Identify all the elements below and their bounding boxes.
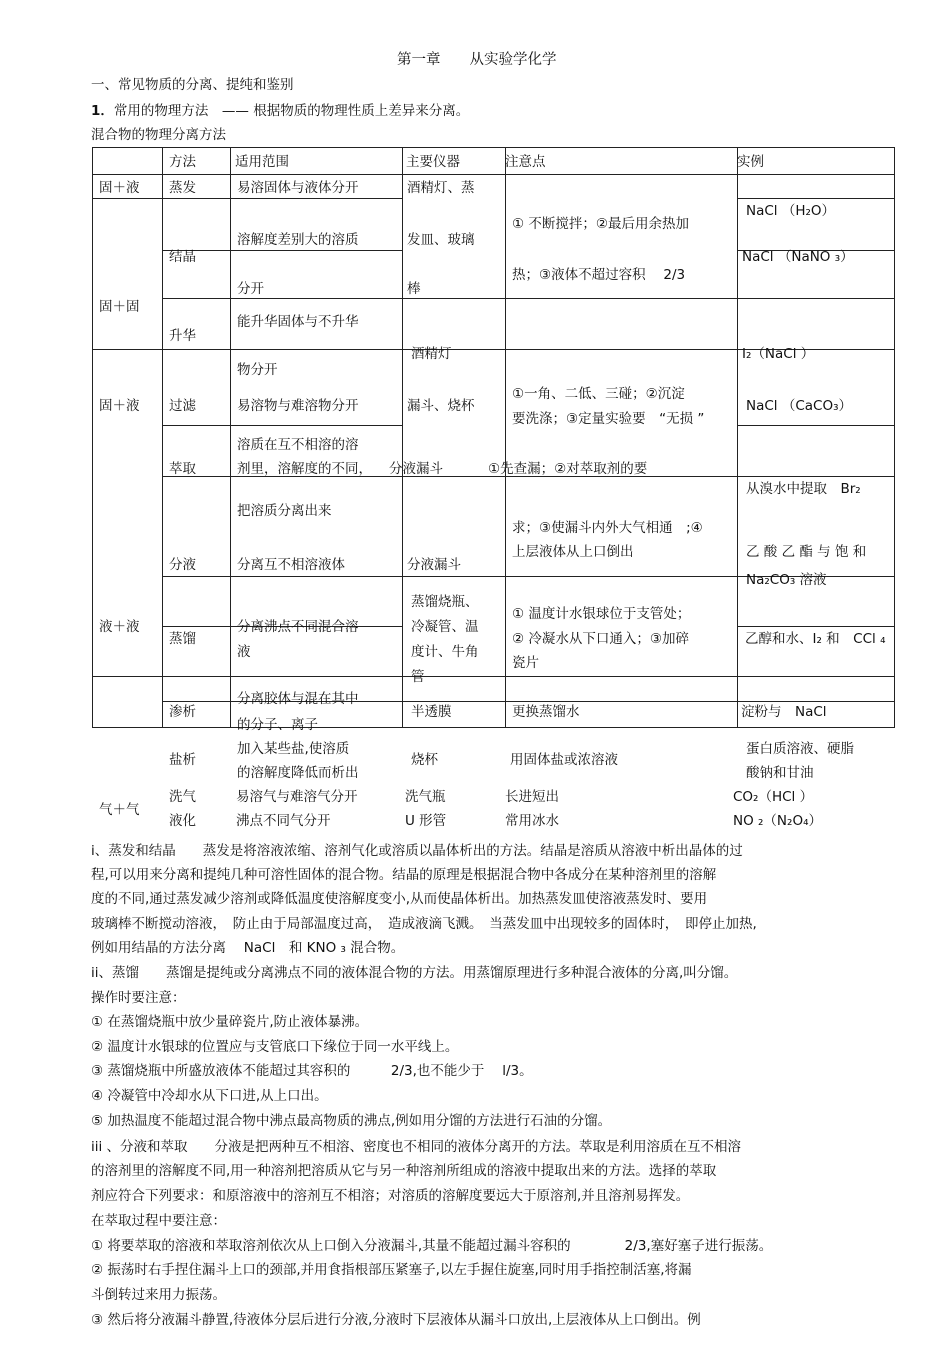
note-salting-out: 用固体盐或浓溶液 bbox=[510, 752, 618, 768]
instrument-extraction: 分液漏斗 bbox=[389, 461, 443, 477]
instrument-salting-out: 烧杯 bbox=[411, 752, 438, 768]
example-salting-out: 酸钠和甘油 bbox=[746, 765, 814, 781]
range-liquefaction: 沸点不同气分开 bbox=[236, 813, 331, 829]
range-dialysis: 分离胶体与混在其中 bbox=[237, 691, 359, 707]
example-extraction: 从溴水中提取 Br₂ bbox=[746, 481, 861, 497]
item-heading bbox=[91, 103, 469, 119]
instrument-dialysis: 半透膜 bbox=[411, 704, 452, 720]
method-salting-out: 盐析 bbox=[169, 752, 196, 768]
group-solid-solid: 固＋固 bbox=[99, 299, 140, 315]
note-filtration: ①一角、二低、三碰；②沉淀 bbox=[512, 386, 685, 402]
page-title: 第一章 从实验学化学 bbox=[397, 52, 557, 68]
method-evaporation: 蒸发 bbox=[169, 180, 196, 196]
group-liquid-liquid: 液＋液 bbox=[99, 619, 140, 635]
example-separation: Na₂CO₃ 溶液 bbox=[746, 572, 827, 588]
instrument-liquefaction: U 形管 bbox=[405, 813, 447, 829]
method-liquefaction: 液化 bbox=[169, 813, 196, 829]
range-evaporation: 易溶固体与液体分开 bbox=[237, 180, 359, 196]
item-number: 1． bbox=[91, 103, 114, 119]
table-caption: 混合物的物理分离方法 bbox=[91, 127, 226, 143]
table-col-rule bbox=[737, 147, 738, 727]
range-salting-out: 的溶解度降低而析出 bbox=[237, 765, 359, 781]
note-gas-washing: 长进短出 bbox=[505, 789, 559, 805]
paragraph-line: 的溶剂里的溶解度不同,用一种溶剂把溶质从它与另一种溶剂所组成的溶液中提取出来的方法。选择的萃取 bbox=[91, 1163, 717, 1179]
section-heading: 一、常见物质的分离、提纯和鉴别 bbox=[91, 77, 294, 93]
example-gas-washing: CO₂（HCl ） bbox=[733, 789, 814, 805]
example-crystallization: NaCl （NaNO ₃） bbox=[742, 249, 854, 265]
instrument-evaporation: 发皿、玻璃 bbox=[407, 232, 475, 248]
table-rule bbox=[737, 626, 895, 627]
paragraph-line: 在萃取过程中要注意： bbox=[91, 1213, 226, 1229]
example-separation: 乙 酸 乙 酯 与 饱 和 bbox=[746, 544, 867, 560]
table-rule bbox=[737, 198, 895, 199]
table-rule bbox=[737, 425, 895, 426]
paragraph-line: 操作时要注意： bbox=[91, 990, 186, 1006]
header-instrument: 主要仪器 bbox=[406, 154, 460, 170]
instrument-filtration: 漏斗、烧杯 bbox=[407, 398, 475, 414]
table-col-rule bbox=[162, 147, 163, 727]
instrument-distillation: 冷凝管、温 bbox=[411, 619, 479, 635]
range-extraction: 把溶质分离出来 bbox=[237, 503, 332, 519]
example-salting-out: 蛋白质溶液、硬脂 bbox=[746, 741, 854, 757]
method-gas-washing: 洗气 bbox=[169, 789, 196, 805]
list-item: ③ 然后将分液漏斗静置,待液体分层后进行分液,分液时下层液体从漏斗口放出,上层液体从上口倒出。例 bbox=[91, 1312, 701, 1328]
table-rule bbox=[162, 425, 402, 426]
table-border-bottom bbox=[92, 727, 895, 728]
paragraph-line: 程,可以用来分离和提纯几种可溶性固体的混合物。结晶的原理是根据混合物中各成分在某种溶剂里的溶解 bbox=[91, 867, 717, 883]
list-item: ① 在蒸馏烧瓶中放少量碎瓷片,防止液体暴沸。 bbox=[91, 1014, 369, 1030]
example-sublimation: I₂（NaCl ） bbox=[742, 346, 815, 362]
note-dialysis: 更换蒸馏水 bbox=[512, 704, 580, 720]
note-separation: 上层液体从上口倒出 bbox=[512, 544, 634, 560]
range-crystallization: 分开 bbox=[237, 281, 264, 297]
range-extraction: 剂里，溶解度的不同， bbox=[237, 461, 372, 477]
note-distillation: ① 温度计水银球位于支管处； bbox=[512, 606, 691, 622]
range-salting-out: 加入某些盐,使溶质 bbox=[237, 741, 350, 757]
range-extraction: 溶质在互不相溶的溶 bbox=[237, 437, 359, 453]
instrument-distillation: 蒸馏烧瓶、 bbox=[411, 594, 479, 610]
instrument-separation: 分液漏斗 bbox=[407, 557, 461, 573]
range-separation: 分离互不相溶液体 bbox=[237, 557, 345, 573]
list-item: ② 温度计水银球的位置应与支管底口下缘位于同一水平线上。 bbox=[91, 1039, 459, 1055]
method-distillation: 蒸馏 bbox=[169, 631, 196, 647]
instrument-gas-washing: 洗气瓶 bbox=[405, 789, 446, 805]
example-evaporation: NaCl （H₂O） bbox=[746, 203, 836, 219]
list-item: 斗倒转过来用力振荡。 bbox=[91, 1287, 226, 1303]
table-rule bbox=[92, 174, 895, 175]
instrument-sublimation: 酒精灯 bbox=[411, 346, 452, 362]
instrument-distillation: 度计、牛角 bbox=[411, 644, 479, 660]
group-solid-liquid: 固＋液 bbox=[99, 180, 140, 196]
group-solid-liquid-2: 固＋液 bbox=[99, 398, 140, 414]
note-separation: 求；③使漏斗内外大气相通 ;④ bbox=[512, 520, 703, 536]
example-filtration: NaCl （CaCO₃） bbox=[746, 398, 853, 414]
paragraph-line: 玻璃棒不断搅动溶液， 防止由于局部温度过高， 造成液滴飞溅。 当蒸发皿中出现较多的固体时， 即停止加热, bbox=[91, 916, 757, 932]
method-separation: 分液 bbox=[169, 557, 196, 573]
range-dialysis: 的分子、离子 bbox=[237, 717, 318, 733]
range-distillation: 分离沸点不同混合溶 bbox=[237, 619, 359, 635]
table-col-rule bbox=[505, 147, 506, 727]
list-item: ③ 蒸馏烧瓶中所盛放液体不能超过其容积的 2/3,也不能少于 l/3。 bbox=[91, 1063, 533, 1079]
table-col-rule bbox=[230, 147, 231, 727]
range-crystallization: 溶解度差别大的溶质 bbox=[237, 232, 359, 248]
range-sublimation: 能升华固体与不升华 bbox=[237, 314, 359, 330]
instrument-evaporation: 棒 bbox=[407, 281, 421, 297]
table-rule bbox=[162, 250, 402, 251]
note-liquefaction: 常用冰水 bbox=[505, 813, 559, 829]
list-item: ① 将要萃取的溶液和萃取溶剂依次从上口倒入分液漏斗,其量不能超过漏斗容积的 2/3,塞好塞子进行振荡。 bbox=[91, 1238, 773, 1254]
range-sublimation: 物分开 bbox=[237, 362, 278, 378]
group-gas-gas: 气＋气 bbox=[99, 802, 140, 818]
paragraph-line: ii、蒸馏 蒸馏是提纯或分离沸点不同的液体混合物的方法。用蒸馏原理进行多种混合液体的分离,叫分馏。 bbox=[91, 965, 738, 981]
range-gas-washing: 易溶气与难溶气分开 bbox=[236, 789, 358, 805]
table-rule bbox=[92, 676, 895, 677]
list-item: ② 振荡时右手捏住漏斗上口的颈部,并用食指根部压紧塞子,以左手握住旋塞,同时用手指控制活塞,将漏 bbox=[91, 1262, 692, 1278]
table-rule bbox=[162, 298, 895, 299]
note-distillation: 瓷片 bbox=[512, 655, 539, 671]
method-sublimation: 升华 bbox=[169, 328, 196, 344]
note-filtration: 要洗涤；③定量实验要 “无损 ” bbox=[512, 411, 705, 427]
note-distillation: ② 冷凝水从下口通入；③加碎 bbox=[512, 631, 689, 647]
range-distillation: 液 bbox=[237, 644, 251, 660]
method-filtration: 过滤 bbox=[169, 398, 196, 414]
header-method: 方法 bbox=[169, 154, 196, 170]
note-extraction: ①先查漏；②对萃取剂的要 bbox=[488, 461, 648, 477]
method-extraction: 萃取 bbox=[169, 461, 196, 477]
method-dialysis: 渗析 bbox=[169, 704, 196, 720]
paragraph-line: 剂应符合下列要求：和原溶液中的溶剂互不相溶；对溶质的溶解度要远大于原溶剂,并且溶剂易挥发。 bbox=[91, 1188, 690, 1204]
header-range: 适用范围 bbox=[235, 154, 289, 170]
paragraph-line: 度的不同,通过蒸发减少溶剂或降低温度使溶解度变小,从而使晶体析出。加热蒸发皿使溶液蒸发时、要用 bbox=[91, 891, 708, 907]
paragraph-line: iii 、分液和萃取 分液是把两种互不相溶、密度也不相同的液体分离开的方法。萃取是利用溶质在互不相溶 bbox=[91, 1139, 742, 1155]
table-border-left bbox=[92, 147, 93, 727]
table-col-rule bbox=[402, 147, 403, 727]
note-evaporation: ① 不断搅拌；②最后用余热加 bbox=[512, 216, 689, 232]
table-rule bbox=[92, 198, 402, 199]
paragraph-line: i、蒸发和结晶 蒸发是将溶液浓缩、溶剂气化或溶质以晶体析出的方法。结晶是溶质从溶液中析出晶体的过 bbox=[91, 843, 743, 859]
header-notes: 注意点 bbox=[505, 154, 546, 170]
item-text: 常用的物理方法 —— 根据物质的物理性质上差异来分离。 bbox=[113, 103, 470, 119]
list-item: ⑤ 加热温度不能超过混合物中沸点最高物质的沸点,例如用分馏的方法进行石油的分馏。 bbox=[91, 1113, 612, 1129]
table-border-top bbox=[92, 147, 895, 148]
example-dialysis: 淀粉与 NaCl bbox=[741, 704, 827, 720]
range-filtration: 易溶物与难溶物分开 bbox=[237, 398, 359, 414]
instrument-distillation: 管 bbox=[411, 669, 425, 685]
method-crystallization: 结晶 bbox=[169, 249, 196, 265]
example-distillation: 乙醇和水、I₂ 和 CCl ₄ bbox=[745, 631, 886, 647]
note-evaporation: 热；③液体不超过容积 2/3 bbox=[512, 267, 686, 283]
paragraph-line: 例如用结晶的方法分离 NaCl 和 KNO ₃ 混合物。 bbox=[91, 940, 405, 956]
example-liquefaction: NO ₂（N₂O₄） bbox=[733, 813, 822, 829]
list-item: ④ 冷凝管中冷却水从下口进,从上口出。 bbox=[91, 1088, 328, 1104]
instrument-evaporation: 酒精灯、蒸 bbox=[407, 180, 475, 196]
header-example: 实例 bbox=[737, 154, 764, 170]
table-border-right bbox=[894, 147, 895, 727]
